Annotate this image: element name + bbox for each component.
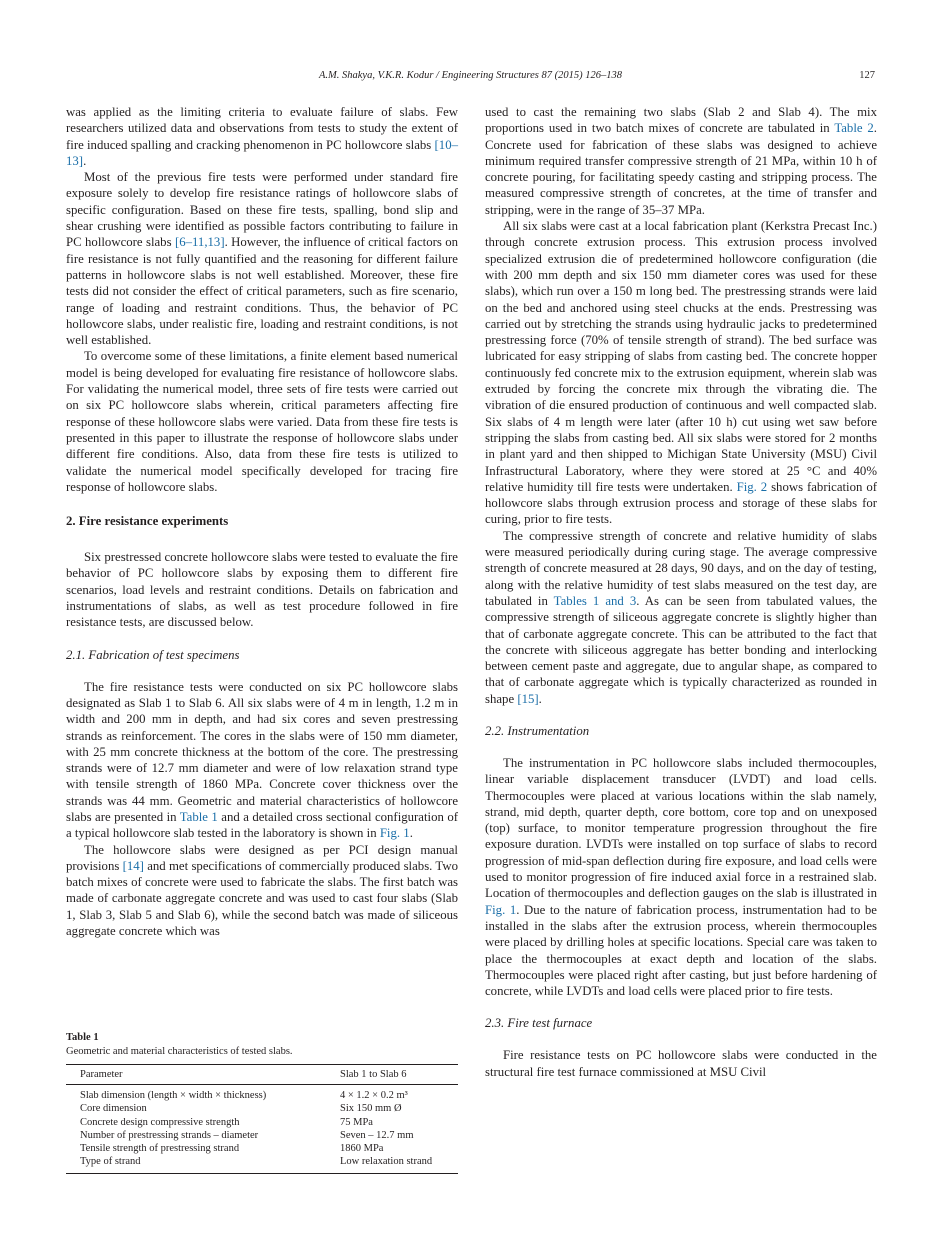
table-row — [66, 1102, 458, 1115]
table-cell: 1860 MPa — [340, 1143, 384, 1155]
figure-link[interactable]: Fig. 2 — [736, 479, 768, 494]
left-column — [66, 104, 458, 939]
table-header-cell: Slab 1 to Slab 6 — [326, 1065, 458, 1085]
table-header-row — [66, 1065, 458, 1085]
figure-link[interactable]: Fig. 1 — [485, 902, 517, 917]
table-row — [66, 1085, 458, 1103]
table-cell: Low relaxation strand — [326, 1155, 458, 1173]
table-row — [66, 1129, 458, 1142]
right-column — [485, 104, 877, 1080]
table-row — [66, 1142, 458, 1155]
table-cell: Number of prestressing strands – diameter — [80, 1129, 259, 1141]
paragraph: was applied as the limiting criteria to evaluate failure of slabs. Few researchers utilized data and observations from tests to study the extent of fire induced spalling and cracking phenomenon in PC hollowcore slabs [10–13]. — [66, 105, 458, 168]
table-cell: Concrete design compressive strength — [80, 1116, 240, 1128]
table-cell: Core dimension — [80, 1103, 147, 1115]
table-link[interactable]: Table 2 — [834, 121, 874, 136]
table-caption-text: Geometric and material characteristics of tested slabs. — [66, 1046, 293, 1057]
table-row — [66, 1155, 458, 1173]
running-header — [66, 70, 875, 86]
paragraph: Most of the previous fire tests were performed under standard fire exposure solely to develop fire resistance ratings of hollowcore slabs of specific configuration. Based on these fire tests, spalling, bond slip and shear crushing were identified as possible factors contributing to failure in PC hollowcore slabs [6–11,13]. However, the influence of critical factors on fire resistance is not fully quantified and the reasoning for different failure patterns in hollowcore slabs is not well established. Moreover, these fire tests did not consider the effect of critical parameters, such as fire scenario, range of loading and restraint conditions. Thus, the behavior of PC hollowcore slabs, under realistic fire, loading and restraint conditions, is not well established. — [66, 170, 458, 348]
subsection-heading: 2.1. Fabrication of test specimens — [66, 647, 240, 662]
paragraph: Fire resistance tests on PC hollowcore slabs were conducted in the structural fire test furnace commissioned at MSU Civil — [485, 1048, 877, 1079]
citation-link[interactable]: [10–13] — [66, 137, 458, 168]
subsection-heading: 2.3. Fire test furnace — [485, 1016, 593, 1031]
paragraph: The instrumentation in PC hollowcore slabs included thermocouples, linear variable displacement transducer (LVDT) and load cells. Thermocouples were placed at various locations within the slab namely, strand, mid depth, quarter depth, core bottom, core top and on unexposed (top) surface, to monitor temperature progression throughout the fire exposure duration. LVDTs were installed on top surface of slabs to record progression of mid-span deflection during fire exposure, and load cells were used to monitor progression of fire induced axial force in a restrained slab. Location of thermocouples and deflection gauges on the slab is illustrated in Fig. 1. Due to the nature of fabrication process, instrumentation had to be installed in the slabs after the extrusion process, wherein thermocouples were placed by drilling holes at specific locations. Special care was taken to place the thermocouples at exact depth and location of the slabs. Thermocouples were placed right after casting, but just before hardening of concrete, while LVDTs and load cells were placed prior to fire tests. — [485, 755, 877, 999]
table-row — [66, 1116, 458, 1129]
table-link[interactable]: Table 1 — [179, 809, 218, 824]
table-1 — [66, 1064, 458, 1174]
subsection-heading: 2.2. Instrumentation — [485, 723, 590, 738]
table-cell: Six 150 mm Ø — [340, 1103, 402, 1115]
citation-link[interactable]: [6–11,13] — [174, 235, 225, 250]
table-cell: Seven – 12.7 mm — [340, 1129, 414, 1141]
citation-link[interactable]: [15] — [517, 691, 539, 706]
table-cell: Type of strand — [66, 1155, 326, 1173]
paragraph: used to cast the remaining two slabs (Slab 2 and Slab 4). The mix proportions used in two batch mixes of concrete are tabulated in Table 2. Concrete used for fabrication of these slabs was designed to achieve minimum required transfer compressive strength of 21 MPa, within 10 h of concrete pouring, for facilitating speedy casting and stripping process. The measured compressive strength of concretes, at the time of transfer and stripping, were in the range of 35–37 MPa. — [485, 105, 877, 217]
table-cell: 4 × 1.2 × 0.2 m³ — [340, 1090, 408, 1101]
page-number: 127 — [859, 70, 875, 81]
table-cell: 75 MPa — [340, 1116, 373, 1128]
paragraph: Six prestressed concrete hollowcore slabs were tested to evaluate the fire behavior of PC hollowcore slabs by exposing them to different fire scenarios, load levels and restraint conditions. Details on fabrication and instrumentations of slabs, as well as test procedure followed in fire resistance tests, are discussed below. — [66, 550, 458, 630]
paragraph: The compressive strength of concrete and relative humidity of slabs were measured periodically during curing stage. The average compressive strength of concrete measured at 28 days, 90 days, and on the day of testing, along with the relative humidity of test slabs measured on the test day, are tabulated in Tables 1 and 3. As can be seen from tabulated values, the compressive strength of siliceous aggregate concrete is slightly higher than that of carbonate aggregate concrete. This can be attributed to the fact that the concrete with siliceous aggregate has better bonding and interlocking between cement paste and aggregate, due to angular shape, as compared to that of carbonate aggregate which is typically characterized as rounded in shape [15]. — [485, 528, 877, 706]
paragraph: To overcome some of these limitations, a finite element based numerical model is being developed for evaluating fire resistance of hollowcore slabs. For validating the numerical model, three sets of fire tests were carried out on six PC hollowcore slabs wherein, critical parameters affecting fire response of these hollowcore slabs were varied. Data from these fire tests is presented in this paper to illustrate the response of hollowcore slabs under different fire conditions. Also, data from these fire tests is utilized to validate the numerical model specifically developed for tracing fire response of hollowcore slabs. — [66, 349, 458, 494]
paragraph: The hollowcore slabs were designed as per PCI design manual provisions [14] and met specifications of commercially produced slabs. Two batch mixes of concrete were used to fabricate the slabs. The first batch was made of carbonate aggregate concrete and was used to cast four slabs (Slab 1, Slab 3, Slab 5 and Slab 6), while the second batch was made of siliceous aggregate concrete which was — [66, 842, 458, 939]
table-cell: Slab dimension (length × width × thickness) — [80, 1090, 267, 1101]
paragraph: All six slabs were cast at a local fabrication plant (Kerkstra Precast Inc.) through concrete extrusion process. This extrusion process involved specialized extrusion die of predetermined hollowcore configuration (die with 200 mm depth and six 150 mm diameter cores was used for these slabs), which run over a 150 m long bed. The prestressing strands were laid on the bed and anchored using steel chucks at the ends. Prestressing was carried out by stretching the strands using hydraulic jacks to predetermined prestressing force (70% of tensile strength of strand). The bed surface was lubricated for easy stripping of slabs from casting bed. The concrete hopper continuously fed concrete mix to the extrusion equipment, wherein slab was extruded by forcing the concrete mix through the vibrating die. The vibration of die ensured production of continuous and well compacted slab. Six slabs of 4 m length were later (after 10 h) cut using wet saw before stripping the slabs from casting bed. All six slabs were stored for 2 months in plant yard and then shipped to Michigan State University (MSU) Civil Infrastructural Laboratory, where they were stored at 25 °C and 40% relative humidity till fire tests were undertaken. Fig. 2 shows fabrication of hollowcore slabs through extrusion process and storage of these slabs for curing, prior to fire tests. — [485, 219, 877, 527]
running-title: A.M. Shakya, V.K.R. Kodur / Engineering Structures 87 (2015) 126–138 — [318, 70, 622, 81]
table-label: Table 1 — [66, 1032, 99, 1043]
table-caption — [66, 1031, 458, 1059]
figure-link[interactable]: Fig. 1 — [379, 826, 410, 841]
citation-link[interactable]: [14] — [122, 858, 144, 873]
table-cell: Tensile strength of prestressing strand — [80, 1143, 240, 1155]
table-header-cell: Parameter — [66, 1065, 326, 1085]
table-link[interactable]: Tables 1 and 3 — [553, 593, 637, 608]
section-heading: 2. Fire resistance experiments — [66, 514, 229, 529]
paragraph: The fire resistance tests were conducted on six PC hollowcore slabs designated as Slab 1 to Slab 6. All six slabs were of 4 m in length, 1.2 m in width and 200 mm in depth, and had six cores and seven prestressing strands as reinforcement. The cores in the slabs were of 150 mm diameter, with 25 mm concrete thickness at the bottom of the core. The prestressing strands were of 12.7 mm diameter and were of low relaxation strand type with tensile strength of 1860 MPa. Concrete cover thickness over the strands was 44 mm. Geometric and material characteristics of hollowcore slabs are presented in Table 1 and a detailed cross sectional configuration of a typical hollowcore slab tested in the laboratory is shown in Fig. 1. — [66, 679, 458, 841]
